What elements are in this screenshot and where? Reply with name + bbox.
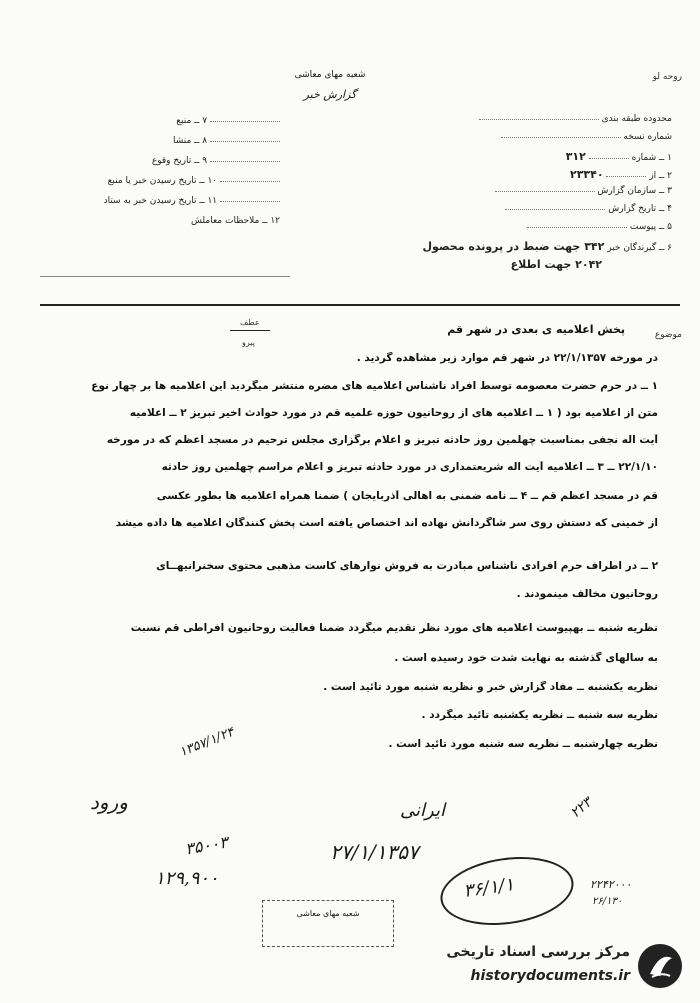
header-classification: شعبه مهای معاشی [294, 70, 366, 80]
field-report-date: ۴ ــ تاریخ گزارش [342, 204, 672, 222]
handwritten-note-1: ورود [90, 790, 128, 814]
subject-ref-bottom: پیرو [242, 338, 255, 347]
field-receipt-date-source: ۱۰ ــ تاریخ رسیدن خبر یا منبع [40, 176, 280, 196]
handwritten-note-3: ۳۵۰۰۳ [183, 832, 230, 859]
subject-text: پخش اعلامیه ی بعدی در شهر قم [447, 323, 625, 336]
field-recipients-2: ۲۰۴۲ جهت اطلاع [510, 258, 602, 271]
field-number: ۱ ــ شماره ۳۱۲ [565, 150, 672, 163]
body-line: نظریه یکشنبه ــ مفاد گزارش خبر و نظریه شنبه مورد تائید است . [323, 681, 658, 693]
field-copy-number: شماره نسخه [342, 132, 672, 150]
watermark [410, 938, 690, 998]
body-line: از خمینی که دستش روی سر شاگردانش نهاده اند اختصاص یافته است پخش کنندگان اعلامیه ها داده میشد [115, 517, 658, 529]
body-line: ۲۲/۱/۱۰ ــ ۳ ــ اعلامیه آیت اله شریعتمداری در مورد حادثه تبریز و اعلام مراسم چهلمین روز حادثه [161, 461, 658, 473]
field-event-date: ۹ ــ تاریخ وقوع [40, 156, 280, 176]
field-reporting-org: ۳ ــ سازمان گزارش [342, 186, 672, 204]
body-line: ۱ ــ در حرم حضرت معصومه توسط افراد ناشناس اعلامیه های مضره منتشر میگردید این اعلامیه ها بر چهار نوع [91, 380, 658, 392]
field-from: ۲ ــ از ۲۳۳۴۰ [569, 168, 672, 181]
circle-stamp-text: ۳۶/۱/۱ [462, 874, 516, 902]
watermark-logo-icon [638, 944, 682, 988]
subject-ref-line [230, 330, 270, 331]
separator-left-fields [40, 276, 290, 277]
separator-top [40, 304, 680, 306]
subject-label: موضوع [654, 330, 682, 340]
body-line: قم در مسجد اعظم قم ــ ۴ ــ نامه ضمنی به اهالی آذربایجان ) ضمنا همراه اعلامیه ها بطور عکسی [156, 490, 658, 502]
corner-label: روحه لو [652, 72, 682, 82]
body-line: به سالهای گذشته به نهایت شدت خود رسیده است . [394, 652, 658, 664]
field-source: ۷ ــ منبع [40, 116, 280, 136]
body-line: نظریه شنبه ــ بهپیوست اعلامیه های مورد نظر تقدیم میگردد ضمنا فعالیت روحانیون افراطی قم نسبت [130, 622, 658, 634]
handwritten-date: ۲۷/۱/۱۳۵۷ [330, 840, 419, 864]
watermark-url: historydocuments.ir [470, 968, 630, 984]
footer-stamp-box [262, 900, 394, 947]
field-origin: ۸ ــ منشا [40, 136, 280, 156]
left-fields [40, 116, 280, 236]
field-remarks: ۱۲ ــ ملاحظات معاملش [190, 216, 280, 226]
body-line: آیت اله نجفی بمناسبت چهلمین روز حادثه تبریز و اعلام برگزاری مجلس ترحیم در مسجد اعظم که در مورخه [106, 434, 658, 446]
footer-stamp-text: شعبه مهای معاشی [296, 909, 360, 918]
body-line: نظریه سه شنبه ــ نظریه یکشنبه تائید میگردد . [421, 709, 658, 721]
header-title: گزارش خبر [303, 88, 357, 101]
body-line: نظریه چهارشنبه ــ نظریه سه شنبه مورد تائید است . [388, 738, 658, 750]
field-attachment: ۵ ــ پیوست [342, 222, 672, 240]
field-recipients: ۶ ــ گیرندگان خبر ۳۴۲ جهت ضبط در پرونده محصول [422, 240, 672, 253]
handwritten-bottom-right: ۲۲۴۲۰۰۰ [590, 878, 632, 891]
body-line: در مورخه ۲۲/۱/۱۳۵۷ در شهر قم موارد زیر مشاهده گردید . [356, 352, 658, 364]
handwritten-bottom-right-2: ۲۶/۱۳۰ [592, 896, 623, 907]
subject-ref-top: عطف [240, 318, 260, 327]
body-line: متن از اعلامیه بود ( ۱ ــ اعلامیه های از روحانیون حوزه علمیه قم در مورد حوادث اخیر تبریز ۲ ــ اعلامیه [129, 407, 658, 419]
body-line: ۲ ــ در اطراف حرم افرادی ناشناس مبادرت به فروش نوارهای کاست مذهبی محتوی سخنرانیهــای [156, 560, 658, 572]
watermark-title: مرکز بررسی اسناد تاریخی [446, 944, 630, 960]
body-line: روحانیون مخالف مینمودند . [516, 588, 658, 600]
handwritten-date-rotated: ۱۳۵۷/۱/۲۴ [177, 724, 237, 761]
handwritten-right-scribble: ۲۲۳ [567, 794, 596, 822]
right-fields [342, 114, 672, 276]
field-receipt-date-hq: ۱۱ ــ تاریخ رسیدن خبر به ستاد [40, 196, 280, 216]
circle-stamp [436, 849, 578, 933]
field-classification: محدوده طبقه بندی [342, 114, 672, 132]
handwritten-signature: ایرانی [400, 800, 445, 821]
handwritten-number: ۱۲۹,۹۰۰ [155, 868, 219, 889]
